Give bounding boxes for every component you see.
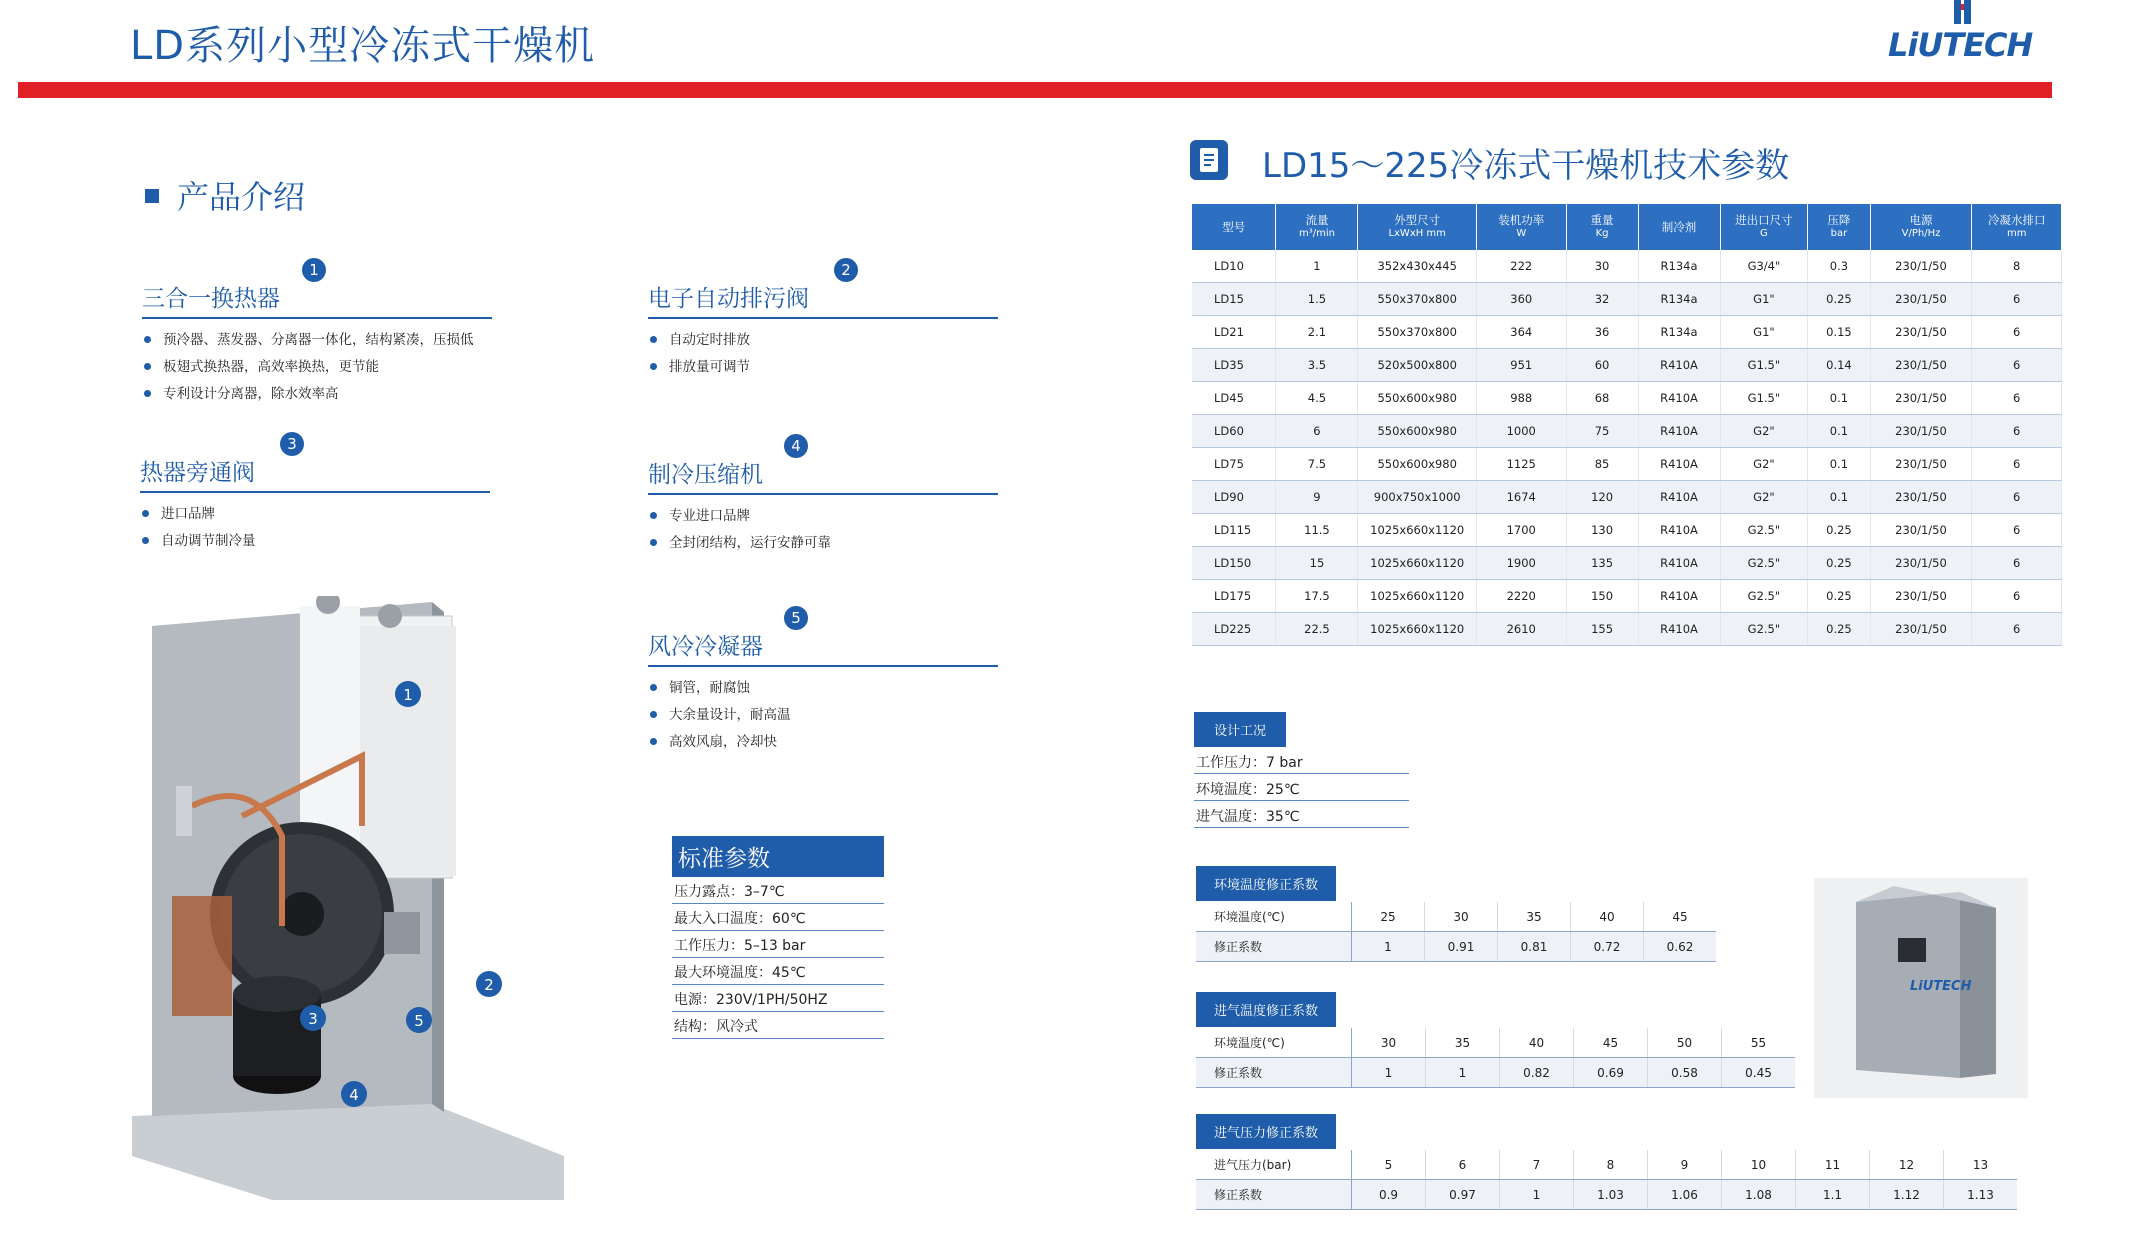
table-cell: G1"	[1720, 283, 1808, 316]
table-cell: 68	[1566, 382, 1638, 415]
table-cell: 0.62	[1644, 932, 1717, 962]
design-row: 进气温度：35℃	[1194, 801, 1409, 828]
table-row	[1192, 349, 2062, 382]
table-cell: 1.08	[1722, 1180, 1796, 1210]
feature-item: 预冷器、蒸发器、分离器一体化，结构紧凑，压损低	[142, 327, 492, 354]
table-cell: 13	[1944, 1150, 2018, 1180]
table-cell: 0.97	[1426, 1180, 1500, 1210]
table-cell: 1	[1276, 250, 1358, 283]
ambient-correction-table	[1196, 902, 1716, 962]
table-cell: R134a	[1638, 283, 1720, 316]
dryer-cutaway-illustration	[132, 596, 564, 1200]
page-title: LD系列小型冷冻式干燥机	[130, 23, 596, 69]
spec-column-header: 重量 Kg	[1566, 204, 1638, 250]
brand-logo	[1888, 0, 2038, 62]
table-cell: 6	[1972, 580, 2062, 613]
feature-title: 三合一换热器 1	[142, 280, 492, 319]
table-cell: 1125	[1476, 448, 1566, 481]
design-row: 环境温度：25℃	[1194, 774, 1409, 801]
spec-column-header: 电源 V/Ph/Hz	[1870, 204, 1972, 250]
table-cell: 1025x660x1120	[1358, 580, 1476, 613]
table-row	[1196, 902, 1716, 932]
table-row	[1196, 1028, 1795, 1058]
table-cell: 1	[1352, 1058, 1426, 1088]
table-cell: 1.5	[1276, 283, 1358, 316]
table-row	[1192, 580, 2062, 613]
row-label: 环境温度(℃)	[1196, 1028, 1352, 1058]
table-cell: 0.1	[1808, 382, 1870, 415]
table-cell: LD90	[1192, 481, 1276, 514]
logo-text: LiUTECH	[1888, 26, 2033, 64]
table-cell: 0.25	[1808, 514, 1870, 547]
inlet-temp-correction-heading: 进气温度修正系数	[1196, 992, 1336, 1027]
table-cell: 0.25	[1808, 580, 1870, 613]
table-cell: R410A	[1638, 547, 1720, 580]
standard-param-row: 最大环境温度：45℃	[672, 958, 884, 985]
spec-column-header: 装机功率 W	[1476, 204, 1566, 250]
table-cell: LD175	[1192, 580, 1276, 613]
table-cell: R410A	[1638, 349, 1720, 382]
table-cell: 0.15	[1808, 316, 1870, 349]
table-cell: 0.45	[1722, 1058, 1796, 1088]
table-row	[1192, 514, 2062, 547]
spec-column-header: 外型尺寸 LxWxH mm	[1358, 204, 1476, 250]
table-cell: 352x430x445	[1358, 250, 1476, 283]
table-cell: 230/1/50	[1870, 481, 1972, 514]
spec-title: LD15～225冷冻式干燥机技术参数	[1262, 146, 1790, 186]
table-cell: 135	[1566, 547, 1638, 580]
table-cell: 230/1/50	[1870, 415, 1972, 448]
spec-table	[1192, 204, 2062, 646]
table-cell: 6	[1972, 514, 2062, 547]
table-cell: 230/1/50	[1870, 250, 1972, 283]
standard-param-row: 最大入口温度：60℃	[672, 904, 884, 931]
logo-mark-icon	[1952, 0, 1974, 26]
feature-title: 风冷冷凝器 5	[648, 628, 998, 667]
table-cell: 1025x660x1120	[1358, 514, 1476, 547]
table-cell: 40	[1571, 902, 1644, 932]
row-label: 修正系数	[1196, 932, 1352, 962]
table-cell: R134a	[1638, 250, 1720, 283]
spec-column-header: 压降 bar	[1808, 204, 1870, 250]
table-row	[1196, 1150, 2017, 1180]
table-cell: 4.5	[1276, 382, 1358, 415]
table-cell: 0.91	[1425, 932, 1498, 962]
table-cell: 2610	[1476, 613, 1566, 646]
table-cell: 9	[1648, 1150, 1722, 1180]
table-cell: 230/1/50	[1870, 547, 1972, 580]
table-cell: 0.25	[1808, 547, 1870, 580]
table-cell: 35	[1426, 1028, 1500, 1058]
square-bullet-icon	[145, 189, 159, 203]
feature-item: 专业进口品牌	[648, 503, 998, 530]
table-cell: R410A	[1638, 613, 1720, 646]
table-cell: 550x600x980	[1358, 415, 1476, 448]
table-row	[1192, 316, 2062, 349]
feature-heat-exchanger	[142, 261, 492, 408]
table-cell: 22.5	[1276, 613, 1358, 646]
table-cell: 520x500x800	[1358, 349, 1476, 382]
table-cell: 75	[1566, 415, 1638, 448]
feature-item: 自动调节制冷量	[140, 528, 490, 555]
table-cell: 1.13	[1944, 1180, 2018, 1210]
table-cell: 6	[1972, 349, 2062, 382]
spec-column-header: 流量 m³/min	[1276, 204, 1358, 250]
feature-title: 制冷压缩机 4	[648, 456, 998, 495]
table-cell: 1025x660x1120	[1358, 547, 1476, 580]
spec-column-header: 型号	[1192, 204, 1276, 250]
table-cell: 1.1	[1796, 1180, 1870, 1210]
table-cell: R410A	[1638, 415, 1720, 448]
table-cell: 11.5	[1276, 514, 1358, 547]
table-cell: 1025x660x1120	[1358, 613, 1476, 646]
table-cell: 1700	[1476, 514, 1566, 547]
table-cell: G1.5"	[1720, 382, 1808, 415]
feature-title: 电子自动排污阀 2	[648, 280, 998, 319]
spec-column-header: 进出口尺寸 G	[1720, 204, 1808, 250]
svg-text:3: 3	[308, 1010, 318, 1028]
table-cell: R410A	[1638, 514, 1720, 547]
standard-param-row: 工作压力：5–13 bar	[672, 931, 884, 958]
table-cell: 5	[1352, 1150, 1426, 1180]
feature-bypass-valve	[140, 435, 490, 555]
table-cell: 1.12	[1870, 1180, 1944, 1210]
row-label: 修正系数	[1196, 1180, 1352, 1210]
feature-item: 板翅式换热器，高效率换热，更节能	[142, 354, 492, 381]
table-cell: 55	[1722, 1028, 1796, 1058]
table-cell: 155	[1566, 613, 1638, 646]
table-cell: G1.5"	[1720, 349, 1808, 382]
table-cell: 550x370x800	[1358, 283, 1476, 316]
table-cell: 45	[1574, 1028, 1648, 1058]
table-cell: 0.1	[1808, 415, 1870, 448]
feature-item: 全封闭结构，运行安静可靠	[648, 530, 998, 557]
table-cell: 6	[1972, 283, 2062, 316]
table-cell: 1000	[1476, 415, 1566, 448]
table-cell: 550x600x980	[1358, 382, 1476, 415]
table-cell: G2"	[1720, 448, 1808, 481]
table-cell: 1674	[1476, 481, 1566, 514]
header-divider	[18, 82, 2052, 98]
table-cell: 0.72	[1571, 932, 1644, 962]
table-cell: 35	[1498, 902, 1571, 932]
product-logo-text: LiUTECH	[1910, 979, 1972, 994]
table-cell: 0.69	[1574, 1058, 1648, 1088]
table-cell: R410A	[1638, 580, 1720, 613]
table-cell: 230/1/50	[1870, 448, 1972, 481]
table-cell: 230/1/50	[1870, 349, 1972, 382]
design-conditions	[1194, 712, 1409, 828]
document-icon	[1190, 140, 1228, 180]
spec-column-header: 制冷剂	[1638, 204, 1720, 250]
table-cell: 230/1/50	[1870, 316, 1972, 349]
table-cell: 230/1/50	[1870, 283, 1972, 316]
inlet-pressure-correction-heading: 进气压力修正系数	[1196, 1114, 1336, 1149]
table-cell: G2.5"	[1720, 547, 1808, 580]
spec-column-header: 冷凝水排口 mm	[1972, 204, 2062, 250]
table-cell: 40	[1500, 1028, 1574, 1058]
table-cell: LD150	[1192, 547, 1276, 580]
standard-params-heading: 标准参数	[672, 836, 884, 877]
table-cell: 951	[1476, 349, 1566, 382]
table-cell: 0.25	[1808, 613, 1870, 646]
table-cell: G3/4"	[1720, 250, 1808, 283]
table-cell: 230/1/50	[1870, 382, 1972, 415]
table-cell: 1	[1426, 1058, 1500, 1088]
table-cell: 230/1/50	[1870, 514, 1972, 547]
table-cell: 6	[1426, 1150, 1500, 1180]
table-cell: LD15	[1192, 283, 1276, 316]
table-cell: 30	[1566, 250, 1638, 283]
ambient-correction-heading: 环境温度修正系数	[1196, 866, 1336, 901]
table-cell: G2.5"	[1720, 613, 1808, 646]
table-row	[1192, 481, 2062, 514]
table-cell: LD10	[1192, 250, 1276, 283]
table-cell: R134a	[1638, 316, 1720, 349]
svg-text:4: 4	[349, 1086, 359, 1104]
svg-text:5: 5	[414, 1012, 424, 1030]
table-cell: 130	[1566, 514, 1638, 547]
table-cell: R410A	[1638, 448, 1720, 481]
table-cell: 8	[1574, 1150, 1648, 1180]
table-cell: 1900	[1476, 547, 1566, 580]
table-cell: 222	[1476, 250, 1566, 283]
design-row: 工作压力：7 bar	[1194, 747, 1409, 774]
table-cell: 120	[1566, 481, 1638, 514]
table-cell: 17.5	[1276, 580, 1358, 613]
row-label: 环境温度(℃)	[1196, 902, 1352, 932]
table-cell: 6	[1972, 316, 2062, 349]
intro-heading-text: 产品介绍	[177, 178, 306, 216]
table-cell: 6	[1972, 382, 2062, 415]
inlet-temp-correction-table	[1196, 1028, 1795, 1088]
number-badge-icon: 2	[834, 258, 858, 282]
table-cell: 30	[1425, 902, 1498, 932]
table-cell: 0.1	[1808, 481, 1870, 514]
table-cell: 6	[1972, 547, 2062, 580]
dryer-product-image	[1814, 878, 2028, 1098]
feature-item: 高效风扇，冷却快	[648, 729, 998, 756]
standard-param-row: 压力露点：3–7℃	[672, 877, 884, 904]
table-cell: G2.5"	[1720, 580, 1808, 613]
table-cell: 550x600x980	[1358, 448, 1476, 481]
table-cell: 85	[1566, 448, 1638, 481]
table-cell: 32	[1566, 283, 1638, 316]
table-cell: G2"	[1720, 481, 1808, 514]
table-row	[1192, 415, 2062, 448]
feature-item: 专利设计分离器，除水效率高	[142, 381, 492, 408]
feature-item: 铜管，耐腐蚀	[648, 675, 998, 702]
table-row	[1192, 382, 2062, 415]
table-cell: 1	[1500, 1180, 1574, 1210]
table-cell: 364	[1476, 316, 1566, 349]
table-cell: G2.5"	[1720, 514, 1808, 547]
table-cell: 3.5	[1276, 349, 1358, 382]
row-label: 进气压力(bar)	[1196, 1150, 1352, 1180]
table-cell: 360	[1476, 283, 1566, 316]
table-cell: 50	[1648, 1028, 1722, 1058]
table-cell: 6	[1972, 415, 2062, 448]
table-cell: 36	[1566, 316, 1638, 349]
table-row	[1192, 547, 2062, 580]
table-cell: 1.06	[1648, 1180, 1722, 1210]
table-cell: LD60	[1192, 415, 1276, 448]
table-cell: 0.1	[1808, 448, 1870, 481]
intro-heading	[145, 172, 305, 218]
table-cell: 9	[1276, 481, 1358, 514]
table-cell: LD75	[1192, 448, 1276, 481]
table-cell: 2220	[1476, 580, 1566, 613]
feature-item: 大余量设计，耐高温	[648, 702, 998, 729]
table-row	[1196, 932, 1716, 962]
inlet-pressure-correction-table	[1196, 1150, 2017, 1210]
table-cell: 0.14	[1808, 349, 1870, 382]
table-row	[1192, 613, 2062, 646]
feature-item: 自动定时排放	[648, 327, 998, 354]
table-cell: 0.25	[1808, 283, 1870, 316]
table-cell: 0.9	[1352, 1180, 1426, 1210]
table-cell: 150	[1566, 580, 1638, 613]
number-badge-icon: 5	[784, 606, 808, 630]
table-cell: 6	[1276, 415, 1358, 448]
table-row	[1196, 1058, 1795, 1088]
table-cell: 45	[1644, 902, 1717, 932]
table-row	[1196, 1180, 2017, 1210]
table-cell: 988	[1476, 382, 1566, 415]
table-cell: LD21	[1192, 316, 1276, 349]
table-row	[1192, 283, 2062, 316]
table-cell: 25	[1352, 902, 1425, 932]
table-cell: 0.81	[1498, 932, 1571, 962]
table-cell: 0.58	[1648, 1058, 1722, 1088]
row-label: 修正系数	[1196, 1058, 1352, 1088]
table-cell: 15	[1276, 547, 1358, 580]
feature-title: 热器旁通阀 3	[140, 454, 490, 493]
table-cell: 6	[1972, 613, 2062, 646]
table-cell: 550x370x800	[1358, 316, 1476, 349]
table-cell: 900x750x1000	[1358, 481, 1476, 514]
table-cell: 1	[1352, 932, 1425, 962]
table-cell: 230/1/50	[1870, 613, 1972, 646]
table-cell: 6	[1972, 481, 2062, 514]
table-cell: R410A	[1638, 481, 1720, 514]
table-row	[1192, 448, 2062, 481]
feature-compressor	[648, 437, 998, 557]
table-cell: 230/1/50	[1870, 580, 1972, 613]
number-badge-icon: 3	[280, 432, 304, 456]
table-cell: LD45	[1192, 382, 1276, 415]
table-cell: LD35	[1192, 349, 1276, 382]
svg-text:1: 1	[403, 686, 413, 704]
feature-condenser	[648, 609, 998, 756]
table-cell: 0.82	[1500, 1058, 1574, 1088]
table-cell: 60	[1566, 349, 1638, 382]
design-heading: 设计工况	[1194, 712, 1286, 747]
table-cell: 30	[1352, 1028, 1426, 1058]
table-cell: G2"	[1720, 415, 1808, 448]
table-cell: LD225	[1192, 613, 1276, 646]
table-cell: LD115	[1192, 514, 1276, 547]
number-badge-icon: 4	[784, 434, 808, 458]
feature-drain-valve	[648, 261, 998, 381]
number-badge-icon: 1	[302, 258, 326, 282]
table-cell: 1.03	[1574, 1180, 1648, 1210]
feature-item: 排放量可调节	[648, 354, 998, 381]
table-cell: 11	[1796, 1150, 1870, 1180]
feature-item: 进口品牌	[140, 501, 490, 528]
standard-param-row: 电源：230V/1PH/50HZ	[672, 985, 884, 1012]
table-row	[1192, 250, 2062, 283]
table-cell: 12	[1870, 1150, 1944, 1180]
table-cell: 7	[1500, 1150, 1574, 1180]
table-cell: 2.1	[1276, 316, 1358, 349]
standard-params-box	[672, 836, 884, 1039]
standard-param-row: 结构：风冷式	[672, 1012, 884, 1039]
table-cell: 10	[1722, 1150, 1796, 1180]
table-cell: 7.5	[1276, 448, 1358, 481]
table-cell: R410A	[1638, 382, 1720, 415]
table-cell: 0.3	[1808, 250, 1870, 283]
svg-text:2: 2	[484, 976, 494, 994]
table-cell: 6	[1972, 448, 2062, 481]
table-cell: 8	[1972, 250, 2062, 283]
table-cell: G1"	[1720, 316, 1808, 349]
